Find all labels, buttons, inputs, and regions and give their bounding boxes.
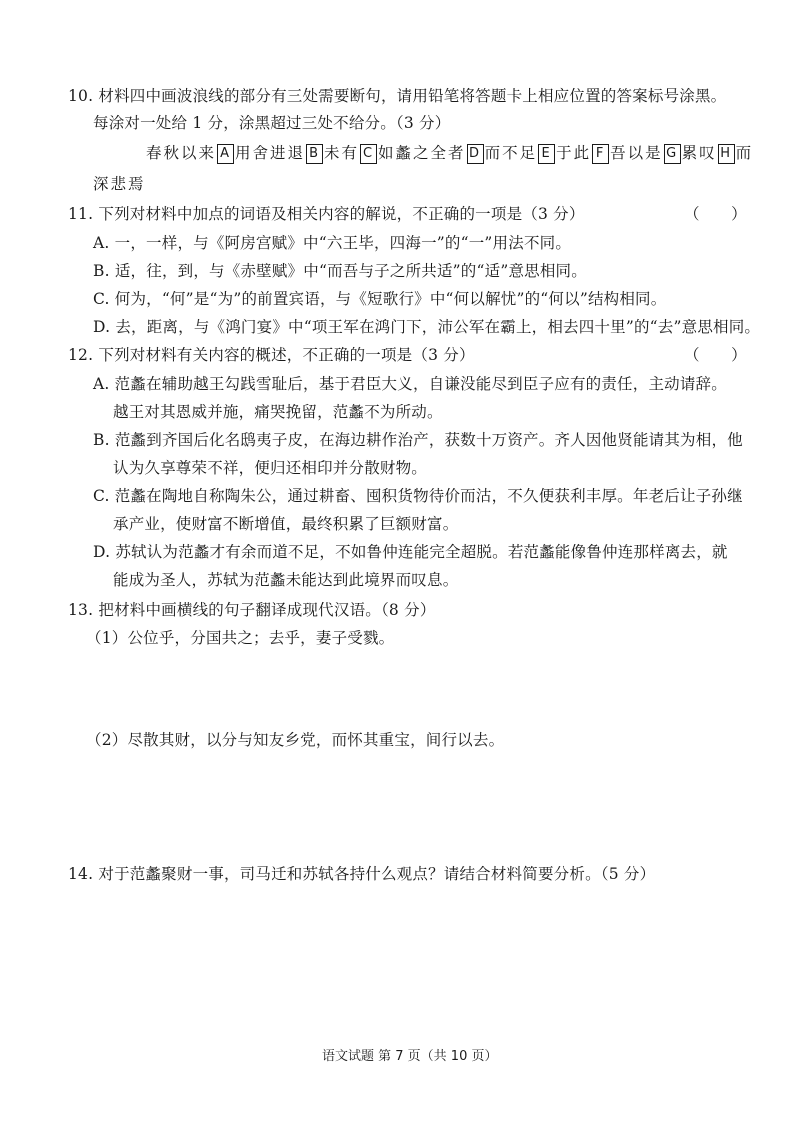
q10-classical-passage — [146, 141, 753, 164]
answer-box-h[interactable]: H — [718, 144, 735, 164]
q11-answer-paren[interactable]: （ ） — [684, 205, 747, 223]
q11-option-a[interactable]: A. 一，一样，与《阿房宫赋》中“六王毕，四海一”的“一”用法不同。 — [93, 234, 572, 252]
q10-seg: 春秋以来 — [146, 144, 217, 162]
q11-stem: 11. 下列对材料中加点的词语及相关内容的解说，不正确的一项是（3 分） — [68, 205, 585, 223]
answer-box-a[interactable]: A — [217, 144, 234, 164]
q10-seg: 累叹 — [681, 144, 717, 162]
q10-seg: 于此 — [556, 144, 592, 162]
q11-option-c[interactable]: C. 何为，“何”是“为”的前置宾语，与《短歌行》中“何以解忧”的“何以”结构相同。 — [93, 290, 667, 308]
q13-stem: 13. 把材料中画横线的句子翻译成现代汉语。（8 分） — [68, 601, 436, 619]
q12-answer-paren[interactable]: （ ） — [684, 346, 747, 364]
answer-box-e[interactable]: E — [538, 144, 555, 164]
q12-stem: 12. 下列对材料有关内容的概述，不正确的一项是（3 分） — [68, 346, 475, 364]
q10-line1: 10. 材料四中画波浪线的部分有三处需要断句，请用铅笔将答题卡上相应位置的答案标号涂黑。 — [68, 87, 727, 105]
q13-sentence-1: （1）公位乎，分国共之；去乎，妻子受戮。 — [86, 629, 395, 647]
q12-option-c-line1[interactable]: C. 范蠡在陶地自称陶朱公，通过耕畜、囤积货物待价而沽，不久便获利丰厚。年老后让子孙继 — [93, 487, 743, 505]
answer-box-c[interactable]: C — [360, 144, 377, 164]
q10-seg: 用舍进退 — [235, 144, 306, 162]
q12-option-b-line2[interactable]: 认为久享尊荣不祥，便归还相印并分散财物。 — [113, 459, 428, 477]
q13-sentence-2: （2）尽散其财，以分与知友乡党，而怀其重宝，间行以去。 — [86, 731, 505, 749]
q10-seg: 如蠡之全者 — [378, 144, 466, 162]
q12-option-c-line2[interactable]: 承产业，使财富不断增值，最终积累了巨额财富。 — [113, 515, 459, 533]
q10-line2: 每涂对一处给 1 分，涂黑超过三处不给分。（3 分） — [93, 114, 451, 132]
q13-answer-area-2[interactable] — [93, 757, 733, 847]
q10-seg: 吾以是 — [610, 144, 663, 162]
q12-option-d-line1[interactable]: D. 苏轼认为范蠡才有余而道不足，不如鲁仲连能完全超脱。若范蠡能像鲁仲连那样离去，就 — [93, 543, 728, 561]
q10-line-end: 深悲焉 — [93, 175, 146, 193]
q14-stem: 14. 对于范蠡聚财一事，司马迁和苏轼各持什么观点？请结合材料简要分析。（5 分） — [68, 865, 656, 883]
answer-box-g[interactable]: G — [664, 144, 681, 164]
answer-box-d[interactable]: D — [467, 144, 484, 164]
q12-option-b-line1[interactable]: B. 范蠡到齐国后化名鸱夷子皮，在海边耕作治产，获数十万资产。齐人因他贤能请其为相，他 — [93, 431, 743, 449]
page-footer: 语文试题 第 7 页（共 10 页） — [322, 1049, 498, 1064]
q10-seg: 未有 — [324, 144, 360, 162]
q11-option-d[interactable]: D. 去，距离，与《鸿门宴》中“项王军在鸿门下，沛公军在霸上，相去四十里”的“去”意思相同。 — [93, 318, 761, 336]
q14-answer-area[interactable] — [93, 892, 733, 1022]
q10-seg: 而 — [735, 144, 754, 162]
q12-option-a-line2[interactable]: 越王对其恩威并施，痛哭挽留，范蠡不为所动。 — [113, 403, 443, 421]
q10-seg: 而不足 — [484, 144, 538, 162]
q12-option-a-line1[interactable]: A. 范蠡在辅助越王勾践雪耻后，基于君臣大义，自谦没能尽到臣子应有的责任，主动请辞。 — [93, 375, 727, 393]
answer-box-b[interactable]: B — [306, 144, 323, 164]
q11-option-b[interactable]: B. 适，往，到，与《赤壁赋》中“而吾与子之所共适”的“适”意思相同。 — [93, 262, 587, 280]
answer-box-f[interactable]: F — [592, 144, 609, 164]
q12-option-d-line2[interactable]: 能成为圣人，苏轼为范蠡未能达到此境界而叹息。 — [113, 571, 459, 589]
q13-answer-area-1[interactable] — [93, 655, 733, 715]
